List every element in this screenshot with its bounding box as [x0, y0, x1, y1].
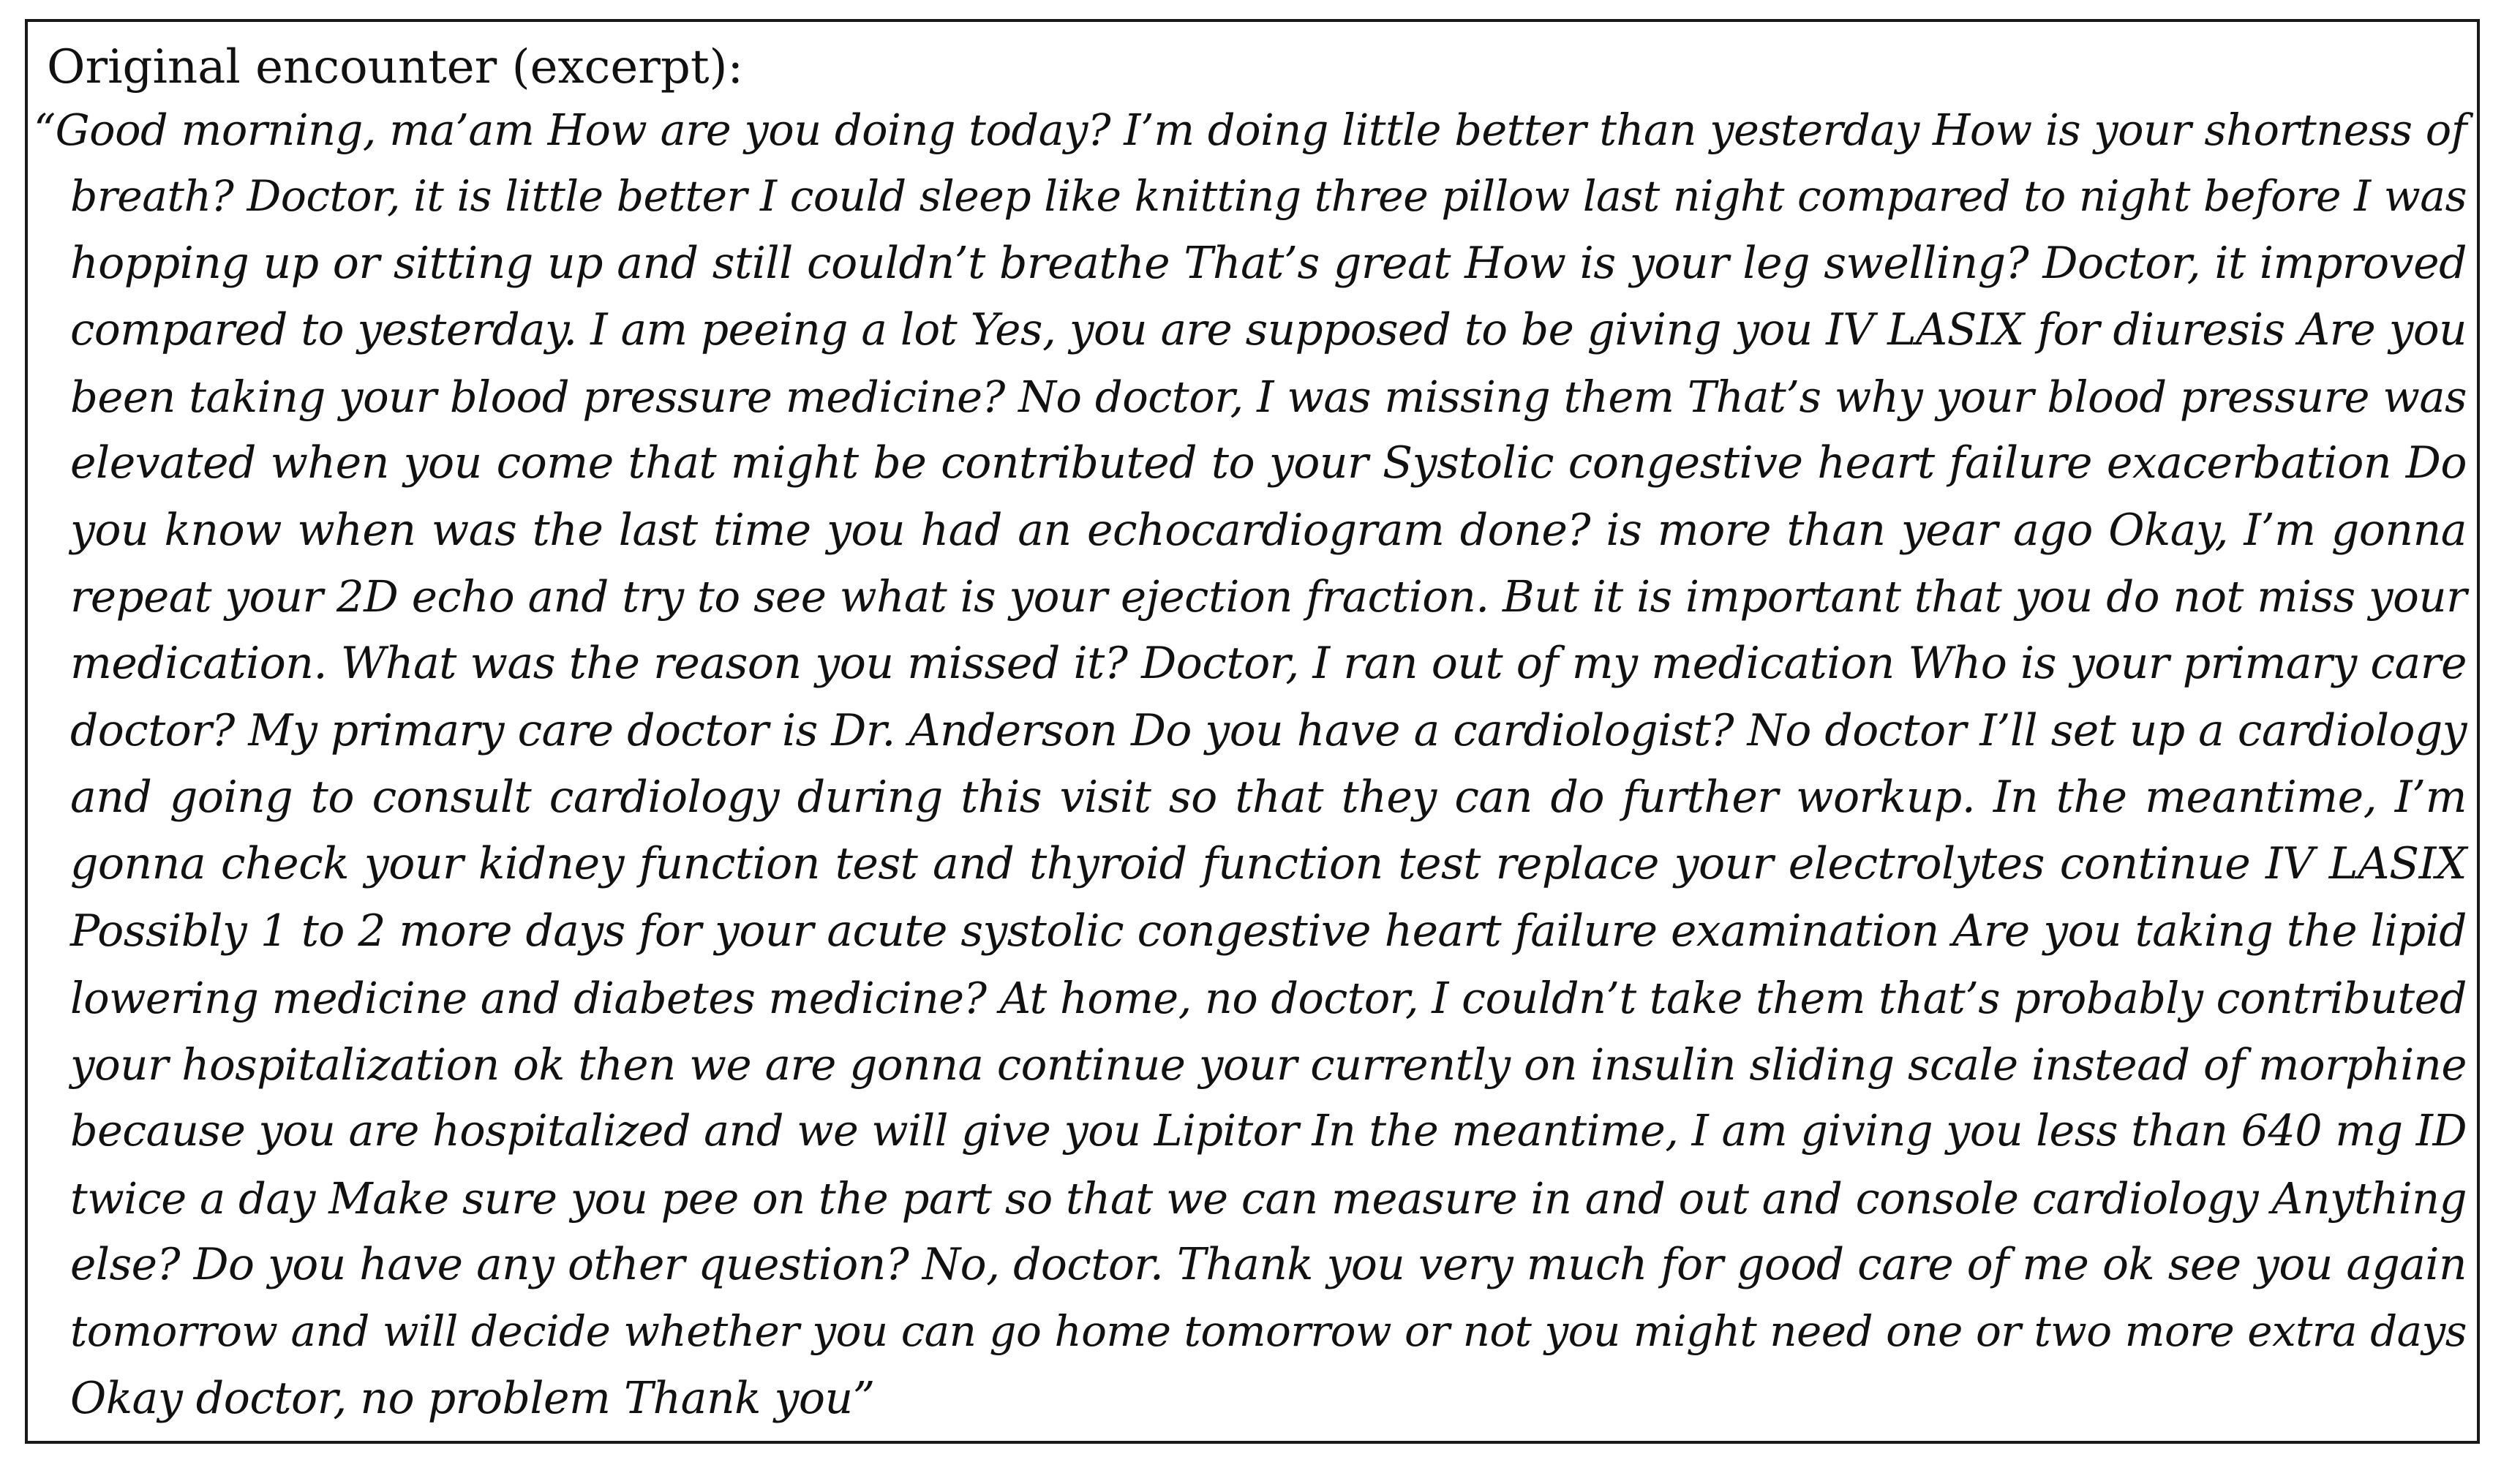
- transcript-line: because you are hospitalized and we will give you Lipitor In the meantime, I am giving you less than 640 mg ID: [70, 1106, 2467, 1156]
- transcript-line: lowering medicine and diabetes medicine? At home, no doctor, I couldn’t take them that’s probably contributed: [70, 972, 2467, 1023]
- transcript-line: been taking your blood pressure medicine? No doctor, I was missing them That’s why your blood pressure was: [70, 372, 2467, 423]
- excerpt-box: [25, 19, 2480, 1444]
- transcript-line: doctor? My primary care doctor is Dr. Anderson Do you have a cardiologist? No doctor I’ll set up a cardiology: [70, 705, 2467, 756]
- transcript-line: tomorrow and will decide whether you can go home tomorrow or not you might need one or two more extra days: [70, 1306, 2467, 1357]
- transcript-line: elevated when you come that might be contributed to your Systolic congestive heart failure exacerbation Do: [70, 437, 2467, 489]
- transcript-line: Possibly 1 to 2 more days for your acute systolic congestive heart failure examination Are you taking the lipid: [70, 905, 2467, 957]
- transcript-line: and going to consult cardiology during this visit so that they can do further workup. In the meantime, I’m: [70, 771, 2467, 823]
- transcript-line: medication. What was the reason you missed it? Doctor, I ran out of my medication Who is your primary care: [70, 638, 2467, 690]
- transcript-line: compared to yesterday. I am peeing a lot Yes, you are supposed to be giving you IV LASIX for diuresis Are you: [70, 304, 2467, 355]
- excerpt-heading: Original encounter (excerpt):: [47, 40, 744, 94]
- transcript-line: you know when was the last time you had an echocardiogram done? is more than year ago Okay, I’m gonna: [70, 504, 2467, 556]
- transcript-line: “Good morning, ma’am How are you doing today? I’m doing little better than yesterday How is your shortness of: [34, 105, 2467, 155]
- transcript-line: breath? Doctor, it is little better I could sleep like knitting three pillow last night compared to night before I was: [70, 171, 2467, 222]
- transcript-line: hopping up or sitting up and still couldn’t breathe That’s great How is your leg swelling? Doctor, it improved: [70, 237, 2467, 289]
- transcript-line: Okay doctor, no problem Thank you”: [70, 1372, 875, 1424]
- transcript-line: your hospitalization ok then we are gonna continue your currently on insulin sliding scale instead of morphine: [70, 1039, 2467, 1091]
- encounter-transcript: [34, 97, 2467, 1432]
- transcript-line: gonna check your kidney function test and thyroid function test replace your electrolytes continue IV LASIX: [70, 838, 2467, 890]
- transcript-line: twice a day Make sure you pee on the part so that we can measure in and out and console cardiology Anything: [70, 1172, 2467, 1224]
- transcript-line: else? Do you have any other question? No, doctor. Thank you very much for good care of me ok see you again: [70, 1240, 2467, 1291]
- transcript-line: repeat your 2D echo and try to see what is your ejection fraction. But it is important that you do not miss your: [70, 572, 2467, 623]
